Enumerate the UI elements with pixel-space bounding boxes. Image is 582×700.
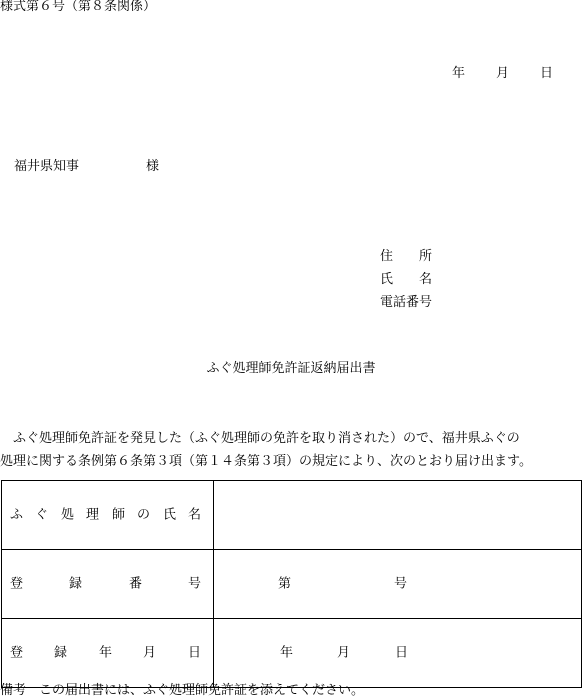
table-row-registration-date — [2, 619, 582, 688]
label-char: 日 — [188, 645, 202, 661]
licensee-name-value[interactable] — [214, 481, 582, 550]
registration-date-label — [2, 619, 214, 688]
date-day: 日 — [540, 66, 554, 81]
date-year: 年 — [452, 66, 466, 81]
label-char: 号 — [188, 576, 202, 592]
licensee-name-label — [2, 481, 214, 550]
label-char: 処 — [61, 507, 75, 523]
name-label: 氏 名 — [380, 272, 433, 287]
value-char: 月 — [337, 645, 351, 661]
value-char: 年 — [280, 645, 294, 661]
phone-label: 電話番号 — [380, 295, 433, 310]
label-char: 月 — [143, 645, 157, 661]
label-char: 登 — [10, 576, 24, 592]
label-char: ふ — [10, 507, 24, 523]
label-char: 師 — [112, 507, 126, 523]
label-char: 番 — [129, 576, 143, 592]
body-line-1: ふぐ処理師免許証を発見した（ふぐ処理師の免許を取り消された）ので、福井県ふぐの — [0, 431, 520, 446]
registration-date-value[interactable] — [214, 619, 582, 688]
label-char: 氏 — [163, 507, 177, 523]
table-row-registration-number — [2, 550, 582, 619]
label-char: ぐ — [35, 507, 49, 523]
label-char: 年 — [99, 645, 113, 661]
form-number: 様式第６号（第８条関係） — [0, 0, 157, 14]
label-char: 登 — [10, 645, 24, 661]
value-char: 第 — [278, 576, 292, 592]
table-row-licensee-name — [2, 481, 582, 550]
date-month: 月 — [496, 66, 510, 81]
document-title: ふぐ処理師免許証返納届出書 — [206, 361, 376, 376]
label-char: の — [137, 507, 151, 523]
label-char: 理 — [86, 507, 100, 523]
label-char: 録 — [69, 576, 83, 592]
value-char: 号 — [394, 576, 408, 592]
address-label: 住 所 — [380, 249, 433, 264]
remarks: 備考 この届出書には、ふぐ処理師免許証を添えてください。 — [0, 683, 365, 698]
label-char: 名 — [188, 507, 202, 523]
addressee-honorific: 様 — [146, 159, 160, 174]
addressee-name: 福井県知事 — [14, 159, 80, 174]
registration-number-label — [2, 550, 214, 619]
detail-table — [1, 480, 582, 688]
value-char: 日 — [395, 645, 409, 661]
label-char: 録 — [54, 645, 68, 661]
body-line-2: 処理に関する条例第６条第３項（第１４条第３項）の規定により、次のとおり届け出ます。 — [0, 454, 532, 469]
registration-number-value[interactable] — [214, 550, 582, 619]
